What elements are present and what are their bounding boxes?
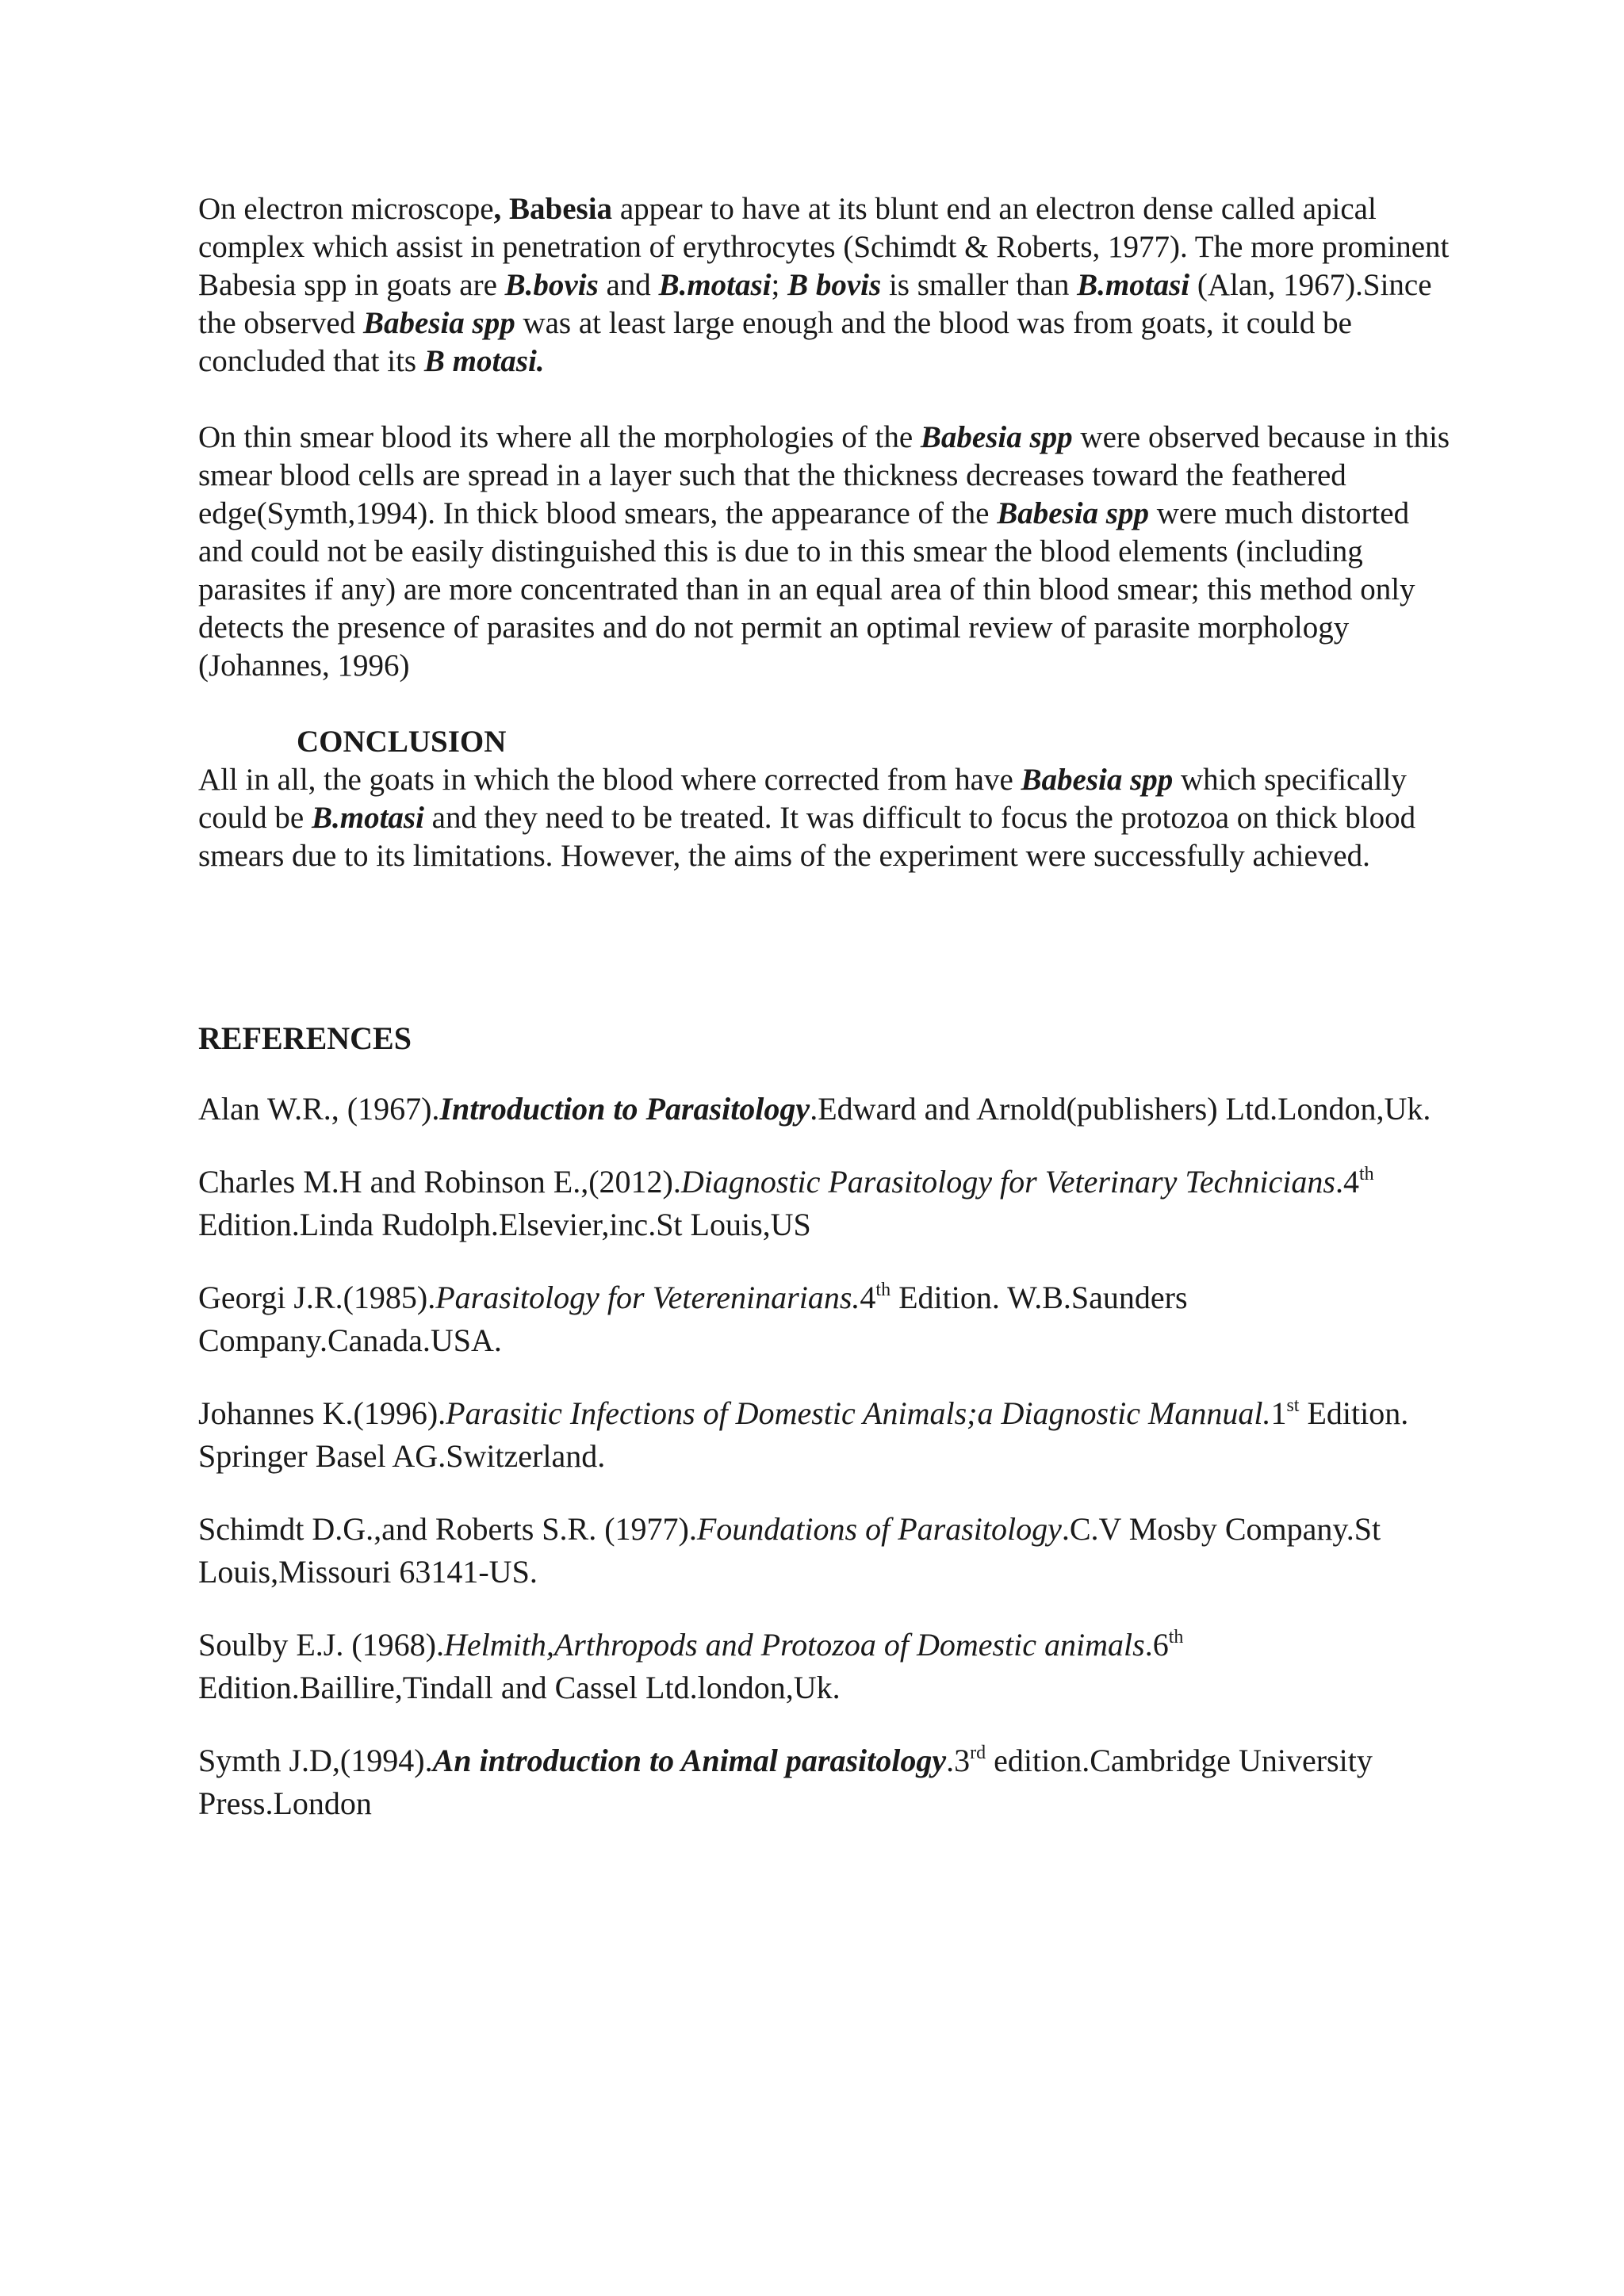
reference-entry [198,1392,1451,1478]
text-run: Edition.Baillire,Tindall and Cassel Ltd.london,Uk. [198,1670,841,1705]
text-run: .4 [1335,1164,1359,1200]
text-run: Introduction to Parasitology [439,1091,810,1127]
reference-entry [198,1739,1451,1825]
text-run: An introduction to Animal parasitology [432,1743,947,1778]
text-run: Schimdt D.G.,and Roberts S.R. (1977). [198,1511,697,1547]
text-run: Symth J.D,(1994). [198,1743,433,1778]
references-section [198,1020,1451,1825]
text-run: On electron microscope [198,192,494,226]
text-run: B.motasi [311,801,424,835]
text-run: On thin smear blood its where all the morphologies of the [198,420,921,454]
text-run: Foundations of Parasitology [696,1511,1062,1547]
text-run: rd [970,1743,986,1763]
text-run: which specifically could be [198,763,1407,835]
text-run: Johannes K.(1996). [198,1395,446,1431]
text-run: .C.V Mosby Company.St Louis,Missouri 63141-US. [198,1511,1381,1590]
text-run: th [1358,1164,1374,1184]
reference-entry [198,1161,1451,1246]
text-run: th [875,1280,891,1300]
text-run: was at least large enough and the blood was from goats, it could be concluded that its [198,306,1352,378]
text-run: appear to have at its blunt end an electron dense called apical complex which assist in penetration of erythrocytes (Schimdt & Roberts, 1977). The more prominent Babesia spp in goats are [198,192,1450,302]
text-run: ; [771,268,788,302]
discussion-section [198,190,1451,685]
text-run: Babesia spp [997,496,1149,530]
conclusion-section [198,723,1451,875]
text-run: Charles M.H and Robinson E.,(2012). [198,1164,681,1200]
text-run: B.motasi [1077,268,1190,302]
text-run: is smaller than [881,268,1078,302]
reference-list [198,1088,1451,1825]
text-run: Helmith,Arthropods and Protozoa of Domestic animals [444,1627,1145,1663]
text-run: Georgi J.R.(1985). [198,1280,436,1315]
conclusion-heading: CONCLUSION [297,725,507,759]
text-run: Soulby E.J. (1968). [198,1627,444,1663]
text-run: B.bovis [504,268,599,302]
references-heading: REFERENCES [198,1020,412,1056]
text-run: Babesia spp [362,306,515,340]
text-run: st [1286,1395,1300,1416]
text-run: Babesia spp [920,420,1073,454]
text-run: B.motasi [658,268,772,302]
text-run: th [1168,1627,1184,1647]
text-run: Parasitic Infections of Domestic Animals;a Diagnostic Mannual. [446,1395,1271,1431]
reference-entry [198,1088,1451,1131]
text-run: Edition.Linda Rudolph.Elsevier,inc.St Louis,US [198,1207,811,1242]
discussion-paragraph-1 [198,190,1451,381]
text-run: Alan W.R., (1967). [198,1091,440,1127]
text-run: Edition. Springer Basel AG.Switzerland. [198,1395,1409,1474]
text-run: All in all, the goats in which the blood where corrected from have [198,763,1021,797]
reference-entry [198,1624,1451,1709]
text-run: (Alan, 1967).Since the observed [198,268,1432,340]
text-run: .Edward and Arnold(publishers) Ltd.London,Uk. [810,1091,1431,1127]
conclusion-paragraph [198,761,1451,875]
text-run: .6 [1144,1627,1169,1663]
text-run: were much distorted and could not be easily distinguished this is due to in this smear the blood elements (including parasites if any) are more concentrated than in an equal area of thin blood smear; this method only detects the presence of parasites and do not permit an optimal review of parasite morphology (Johannes, 1996) [198,496,1415,683]
text-run: Diagnostic Parasitology for Veterinary Technicians [680,1164,1335,1200]
document-page [198,190,1451,1825]
reference-entry [198,1508,1451,1594]
text-run: and they need to be treated. It was difficult to focus the protozoa on thick blood smears due to its limitations. However, the aims of the experiment were successfully achieved. [198,801,1416,873]
text-run: and [598,268,659,302]
text-run: Edition. W.B.Saunders Company.Canada.USA. [198,1280,1188,1358]
text-run: Babesia spp [1021,763,1174,797]
text-run: edition.Cambridge University Press.London [198,1743,1373,1821]
text-run: B motasi. [423,344,545,378]
reference-entry [198,1276,1451,1362]
text-run: were observed because in this smear blood cells are spread in a layer such that the thickness decreases toward the feathered edge(Symth,1994). In thick blood smears, the appearance of the [198,420,1450,530]
text-run: B bovis [787,268,882,302]
text-run: Parasitology for Vetereninarians. [435,1280,860,1315]
text-run: , Babesia [493,192,613,226]
text-run: 1 [1270,1395,1287,1431]
discussion-paragraph-2 [198,419,1451,685]
text-run: .3 [946,1743,971,1778]
text-run: 4 [860,1280,876,1315]
